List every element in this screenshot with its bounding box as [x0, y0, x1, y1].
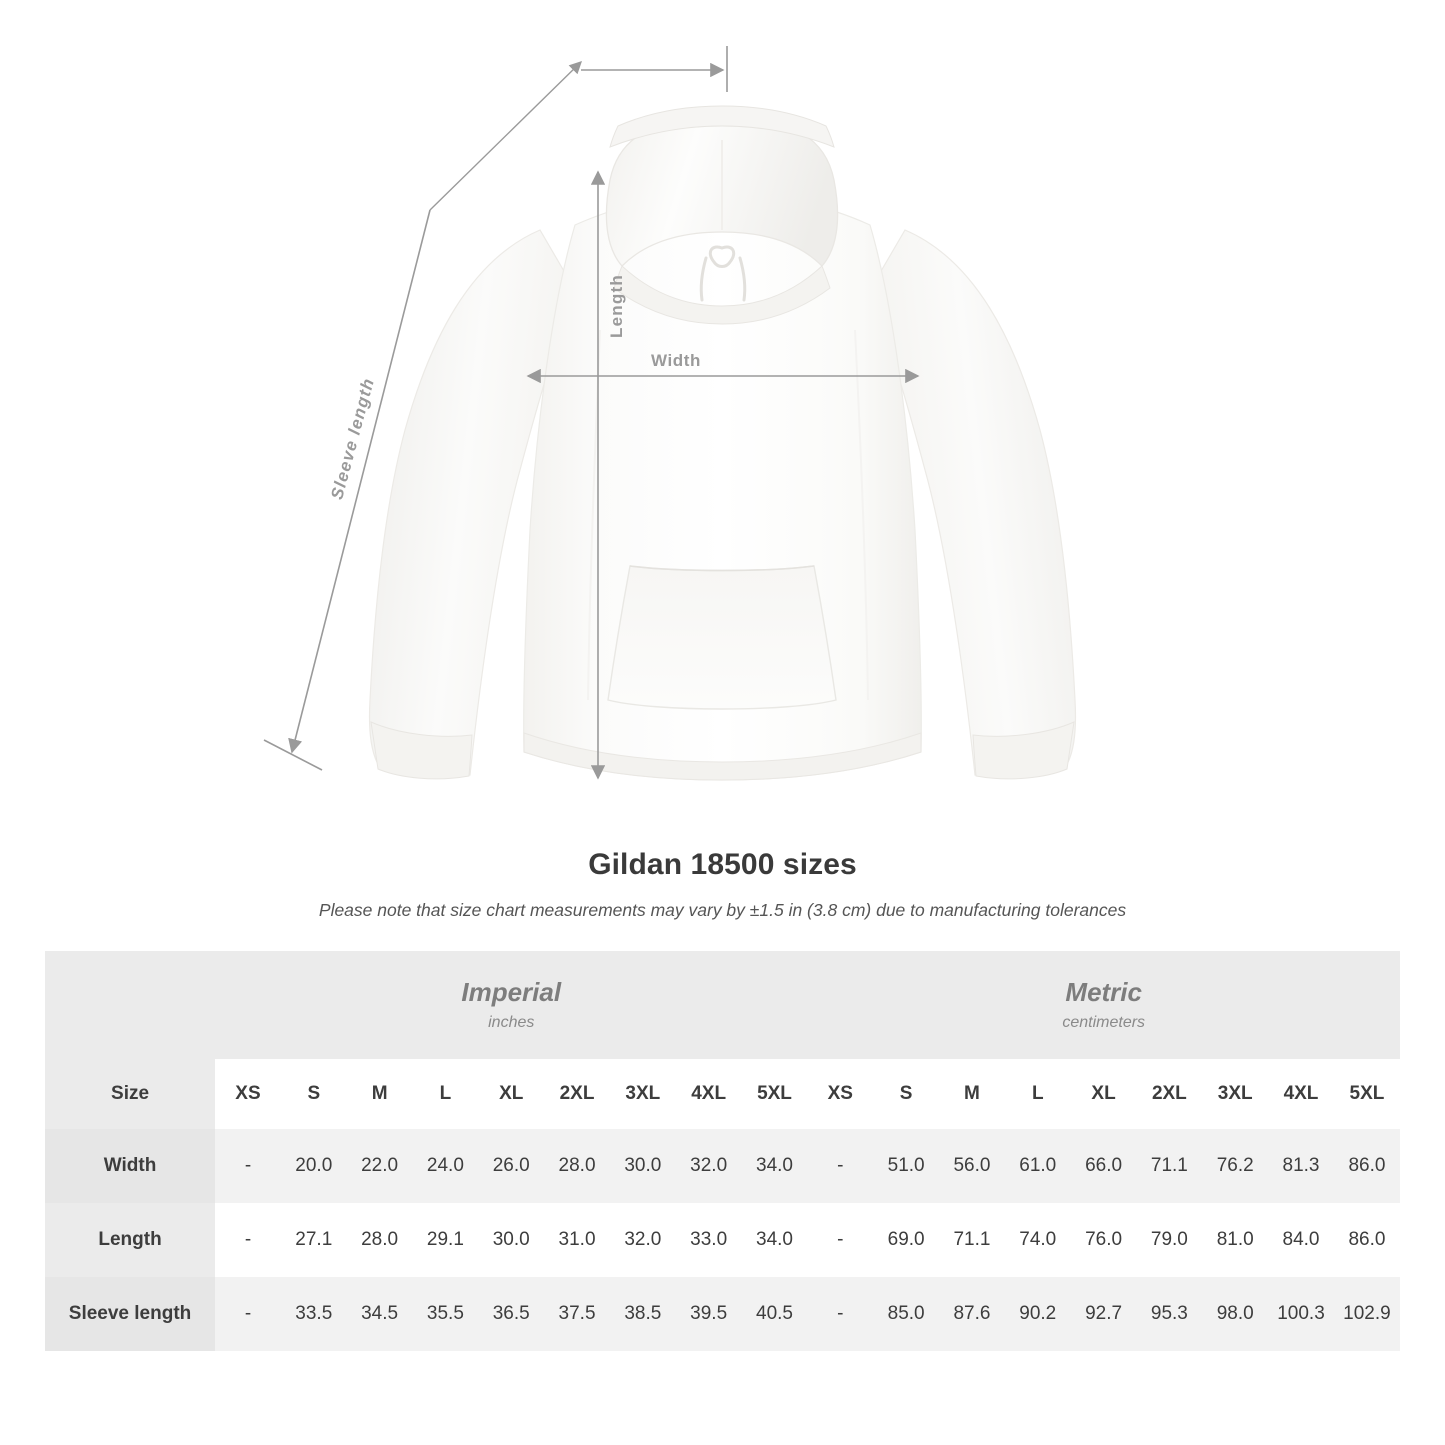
row-label-length: Length: [45, 1203, 215, 1277]
size-header-row: [45, 1059, 1400, 1129]
cell-length-imperial-s: 27.1: [281, 1203, 347, 1277]
cell-width-imperial-5xl: 34.0: [742, 1129, 808, 1203]
cell-length-imperial-5xl: 34.0: [742, 1203, 808, 1277]
size-header-imperial-s: S: [281, 1059, 347, 1129]
cell-sleeve-imperial-l: 35.5: [413, 1277, 479, 1351]
cell-width-metric-l: 61.0: [1005, 1129, 1071, 1203]
cell-sleeve-metric-2xl: 95.3: [1136, 1277, 1202, 1351]
cell-width-imperial-4xl: 32.0: [676, 1129, 742, 1203]
cell-sleeve-imperial-3xl: 38.5: [610, 1277, 676, 1351]
cell-sleeve-metric-l: 90.2: [1005, 1277, 1071, 1351]
cell-width-imperial-xl: 26.0: [478, 1129, 544, 1203]
cell-length-metric-5xl: 86.0: [1334, 1203, 1400, 1277]
size-header-metric-5xl: 5XL: [1334, 1059, 1400, 1129]
cell-length-metric-4xl: 84.0: [1268, 1203, 1334, 1277]
size-header-metric-s: S: [873, 1059, 939, 1129]
cell-sleeve-imperial-xs: -: [215, 1277, 281, 1351]
cell-length-metric-xs: -: [807, 1203, 873, 1277]
cell-width-metric-s: 51.0: [873, 1129, 939, 1203]
cell-width-imperial-l: 24.0: [413, 1129, 479, 1203]
size-header-metric-2xl: 2XL: [1136, 1059, 1202, 1129]
size-header-metric-l: L: [1005, 1059, 1071, 1129]
cell-sleeve-imperial-m: 34.5: [347, 1277, 413, 1351]
size-header-imperial-5xl: 5XL: [742, 1059, 808, 1129]
cell-sleeve-metric-5xl: 102.9: [1334, 1277, 1400, 1351]
imperial-sub: inches: [488, 1014, 535, 1032]
imperial-name: Imperial: [461, 976, 562, 1007]
cell-width-metric-xl: 66.0: [1071, 1129, 1137, 1203]
size-table: [45, 951, 1400, 1351]
cell-sleeve-metric-m: 87.6: [939, 1277, 1005, 1351]
cell-width-metric-3xl: 76.2: [1202, 1129, 1268, 1203]
metric-sub: centimeters: [1062, 1014, 1146, 1032]
metric-name: Metric: [1065, 976, 1142, 1007]
cell-sleeve-imperial-s: 33.5: [281, 1277, 347, 1351]
cell-length-metric-3xl: 81.0: [1202, 1203, 1268, 1277]
cell-sleeve-imperial-4xl: 39.5: [676, 1277, 742, 1351]
cell-length-metric-l: 74.0: [1005, 1203, 1071, 1277]
table-row: [45, 1277, 1400, 1351]
cell-length-metric-m: 71.1: [939, 1203, 1005, 1277]
cell-length-imperial-m: 28.0: [347, 1203, 413, 1277]
cell-width-imperial-s: 20.0: [281, 1129, 347, 1203]
cell-width-metric-5xl: 86.0: [1334, 1129, 1400, 1203]
cell-sleeve-imperial-2xl: 37.5: [544, 1277, 610, 1351]
row-label-width: Width: [45, 1129, 215, 1203]
size-header-imperial-2xl: 2XL: [544, 1059, 610, 1129]
cell-sleeve-imperial-5xl: 40.5: [742, 1277, 808, 1351]
cell-width-metric-2xl: 71.1: [1136, 1129, 1202, 1203]
cell-sleeve-metric-xl: 92.7: [1071, 1277, 1137, 1351]
cell-length-metric-xl: 76.0: [1071, 1203, 1137, 1277]
unit-header-imperial: [215, 951, 807, 1059]
size-header-imperial-xs: XS: [215, 1059, 281, 1129]
page-title: Gildan 18500 sizes: [588, 848, 857, 881]
cell-width-imperial-2xl: 28.0: [544, 1129, 610, 1203]
size-header-imperial-l: L: [413, 1059, 479, 1129]
length-label: Length: [607, 274, 626, 338]
cell-width-imperial-m: 22.0: [347, 1129, 413, 1203]
size-table-wrap: [45, 951, 1400, 1351]
cell-sleeve-metric-3xl: 98.0: [1202, 1277, 1268, 1351]
size-header-metric-m: M: [939, 1059, 1005, 1129]
cell-sleeve-metric-s: 85.0: [873, 1277, 939, 1351]
size-header-metric-xl: XL: [1071, 1059, 1137, 1129]
cell-length-imperial-xl: 30.0: [478, 1203, 544, 1277]
cell-length-imperial-3xl: 32.0: [610, 1203, 676, 1277]
cell-sleeve-metric-4xl: 100.3: [1268, 1277, 1334, 1351]
cell-width-imperial-xs: -: [215, 1129, 281, 1203]
cell-length-imperial-2xl: 31.0: [544, 1203, 610, 1277]
cell-length-metric-2xl: 79.0: [1136, 1203, 1202, 1277]
size-header-imperial-xl: XL: [478, 1059, 544, 1129]
cell-sleeve-imperial-xl: 36.5: [478, 1277, 544, 1351]
cell-width-metric-4xl: 81.3: [1268, 1129, 1334, 1203]
size-header-imperial-m: M: [347, 1059, 413, 1129]
cell-length-imperial-4xl: 33.0: [676, 1203, 742, 1277]
size-header-label: Size: [45, 1059, 215, 1129]
size-header-metric-xs: XS: [807, 1059, 873, 1129]
size-header-imperial-3xl: 3XL: [610, 1059, 676, 1129]
table-row: [45, 1203, 1400, 1277]
cell-width-metric-xs: -: [807, 1129, 873, 1203]
cell-length-metric-s: 69.0: [873, 1203, 939, 1277]
unit-header-metric: [807, 951, 1400, 1059]
cell-sleeve-metric-xs: -: [807, 1277, 873, 1351]
hoodie-drawing: [369, 106, 1075, 780]
sleeve-length-label: Sleeve length: [327, 375, 379, 502]
cell-width-imperial-3xl: 30.0: [610, 1129, 676, 1203]
size-header-metric-4xl: 4XL: [1268, 1059, 1334, 1129]
cell-length-imperial-l: 29.1: [413, 1203, 479, 1277]
cell-width-metric-m: 56.0: [939, 1129, 1005, 1203]
cell-length-imperial-xs: -: [215, 1203, 281, 1277]
size-header-imperial-4xl: 4XL: [676, 1059, 742, 1129]
unit-header-row: [45, 951, 1400, 1059]
row-label-sleeve-length: Sleeve length: [45, 1277, 215, 1351]
table-row: [45, 1129, 1400, 1203]
unit-header-spacer: [45, 951, 215, 1059]
measurement-note: Please note that size chart measurements may vary by ±1.5 in (3.8 cm) due to manufacturing tolerances: [318, 900, 1127, 920]
heading-block: [0, 848, 1445, 921]
width-label: Width: [650, 351, 702, 370]
size-header-metric-3xl: 3XL: [1202, 1059, 1268, 1129]
